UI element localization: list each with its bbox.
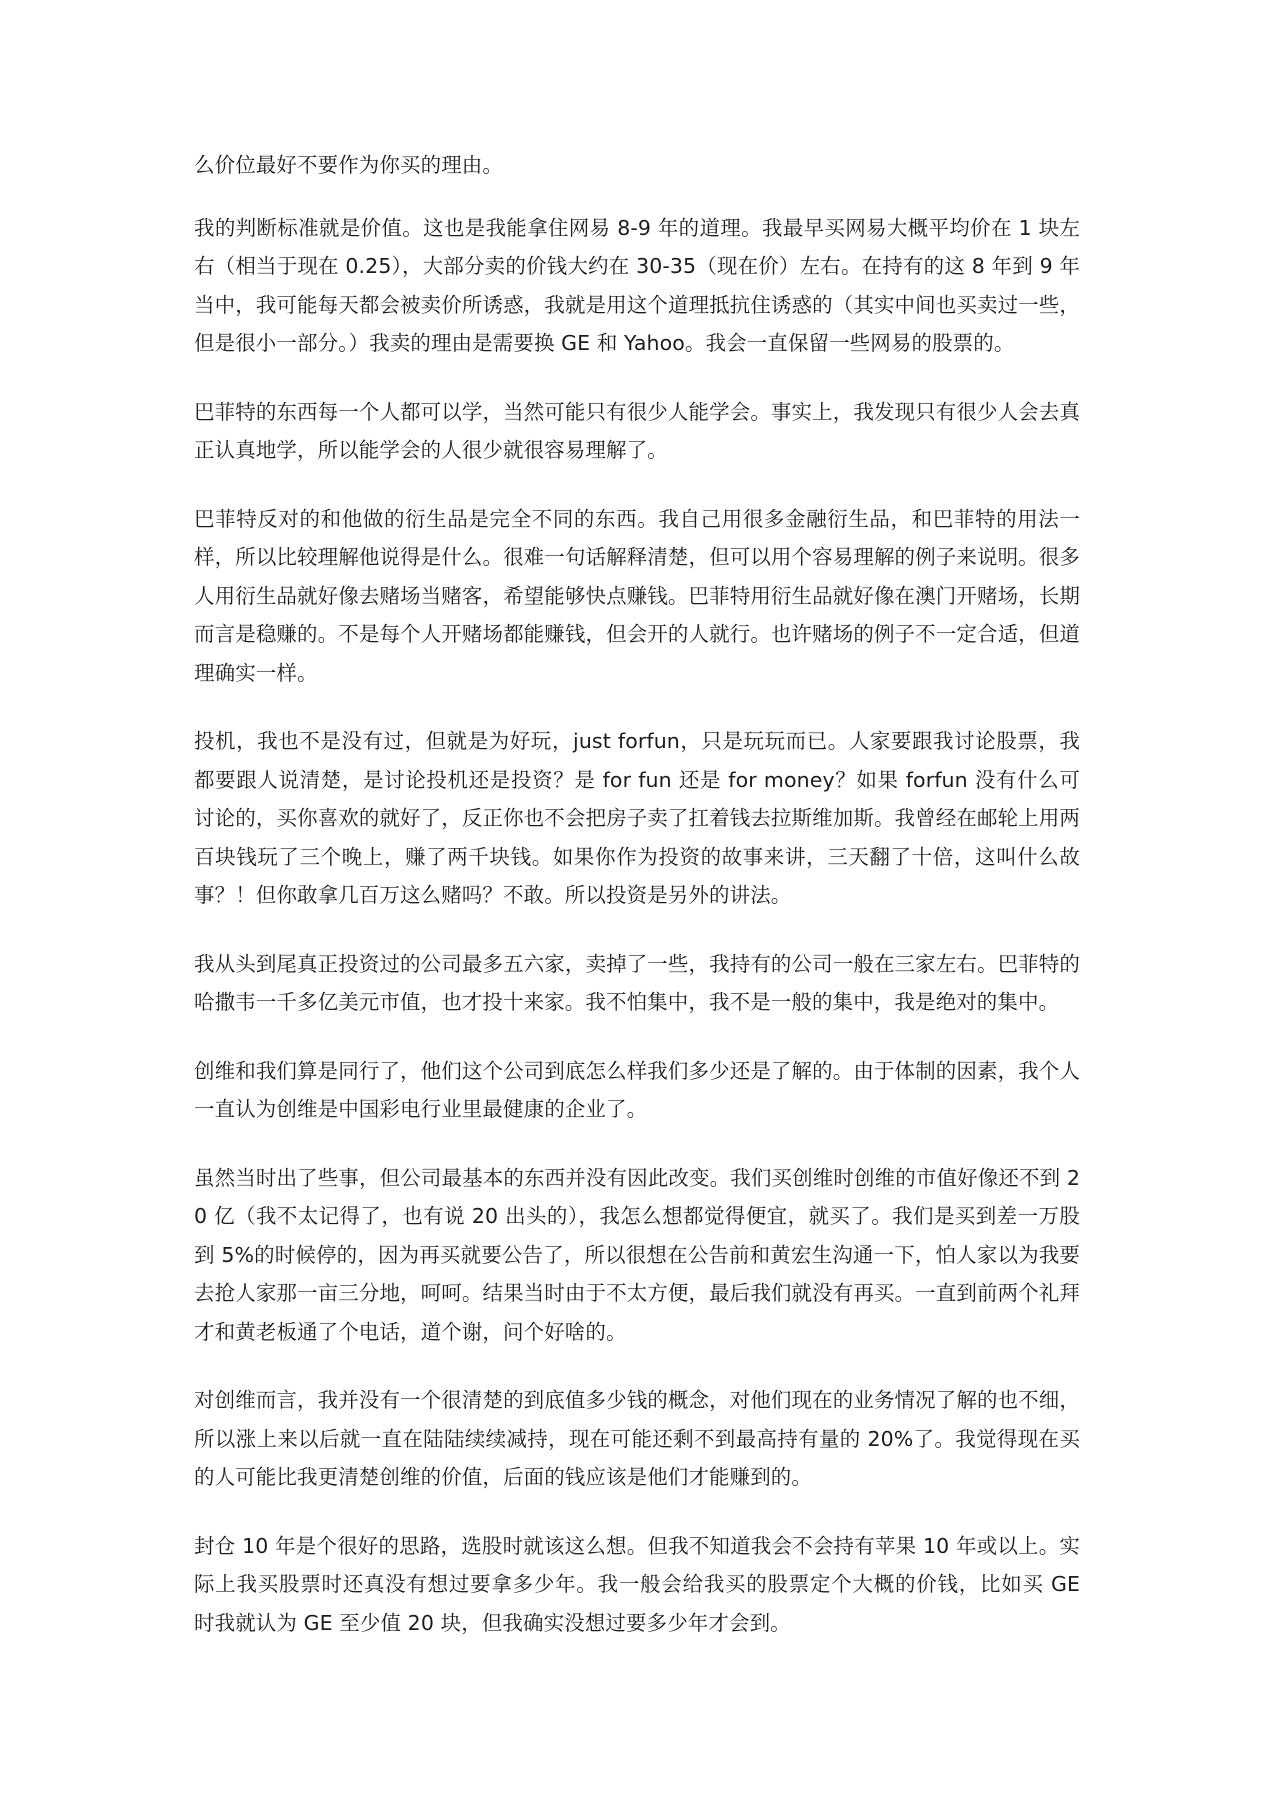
- paragraph-5: 投机，我也不是没有过，但就是为好玩，just forfun，只是玩玩而已。人家要跟我讨论股票，我都要跟人说清楚，是讨论投机还是投资？是 for fun 还是 for money？如果 forfun 没有什么可讨论的，买你喜欢的就好了，反正你也不会把房子卖了扛着钱去拉斯维加斯。我曾经在邮轮上用两百块钱玩了三个晚上，赚了两千块钱。如果你作为投资的故事来讲，三天翻了十倍，这叫什么故事？！但你敢拿几百万这么赌吗？不敢。所以投资是另外的讲法。: [194, 729, 1080, 907]
- paragraph-7: 创维和我们算是同行了，他们这个公司到底怎么样我们多少还是了解的。由于体制的因素，我个人一直认为创维是中国彩电行业里最健康的企业了。: [194, 1058, 1080, 1121]
- document-body: [194, 146, 1080, 1672]
- paragraph-4: 巴菲特反对的和他做的衍生品是完全不同的东西。我自己用很多金融衍生品，和巴菲特的用法一样，所以比较理解他说得是什么。很难一句话解释清楚，但可以用个容易理解的例子来说明。很多人用衍生品就好像去赌场当赌客，希望能够快点赚钱。巴菲特用衍生品就好像在澳门开赌场，长期而言是稳赚的。不是每个人开赌场都能赚钱，但会开的人就行。也许赌场的例子不一定合适，但道理确实一样。: [194, 506, 1080, 685]
- paragraph-1: 么价位最好不要作为你买的理由。: [194, 153, 503, 177]
- paragraph-9: 对创维而言，我并没有一个很清楚的到底值多少钱的概念，对他们现在的业务情况了解的也不细，所以涨上来以后就一直在陆陆续续减持，现在可能还剩不到最高持有量的 20%了。我觉得现在买的人可能比我更清楚创维的价值，后面的钱应该是他们才能赚到的。: [194, 1388, 1080, 1489]
- paragraph-6: 我从头到尾真正投资过的公司最多五六家，卖掉了一些，我持有的公司一般在三家左右。巴菲特的哈撒韦一千多亿美元市值，也才投十来家。我不怕集中，我不是一般的集中，我是绝对的集中。: [194, 951, 1080, 1014]
- paragraph-3: 巴菲特的东西每一个人都可以学，当然可能只有很少人能学会。事实上，我发现只有很少人会去真正认真地学，所以能学会的人很少就很容易理解了。: [194, 399, 1080, 462]
- paragraph-2: 我的判断标准就是价值。这也是我能拿住网易 8-9 年的道理。我最早买网易大概平均价在 1 块左右（相当于现在 0.25），大部分卖的价钱大约在 30-35（现在价）左右。在持有的这 8 年到 9 年当中，我可能每天都会被卖价所诱惑，我就是用这个道理抵抗住诱惑的（其实中间也买卖过一些，但是很小一部分。）我卖的理由是需要换 GE 和 Yahoo。我会一直保留一些网易的股票的。: [194, 215, 1080, 355]
- paragraph-8: 虽然当时出了些事，但公司最基本的东西并没有因此改变。我们买创维时创维的市值好像还不到 20 亿（我不太记得了，也有说 20 出头的），我怎么想都觉得便宜，就买了。我们是买到差一万股到 5%的时候停的，因为再买就要公告了，所以很想在公告前和黄宏生沟通一下，怕人家以为我要去抢人家那一亩三分地，呵呵。结果当时由于不太方便，最后我们就没有再买。一直到前两个礼拜才和黄老板通了个电话，道个谢，问个好啥的。: [194, 1165, 1080, 1344]
- paragraph-10: 封仓 10 年是个很好的思路，选股时就该这么想。但我不知道我会不会持有苹果 10 年或以上。实际上我买股票时还真没有想过要拿多少年。我一般会给我买的股票定个大概的价钱，比如买 GE 时我就认为 GE 至少值 20 块，但我确实没想过要多少年才会到。: [194, 1533, 1080, 1635]
